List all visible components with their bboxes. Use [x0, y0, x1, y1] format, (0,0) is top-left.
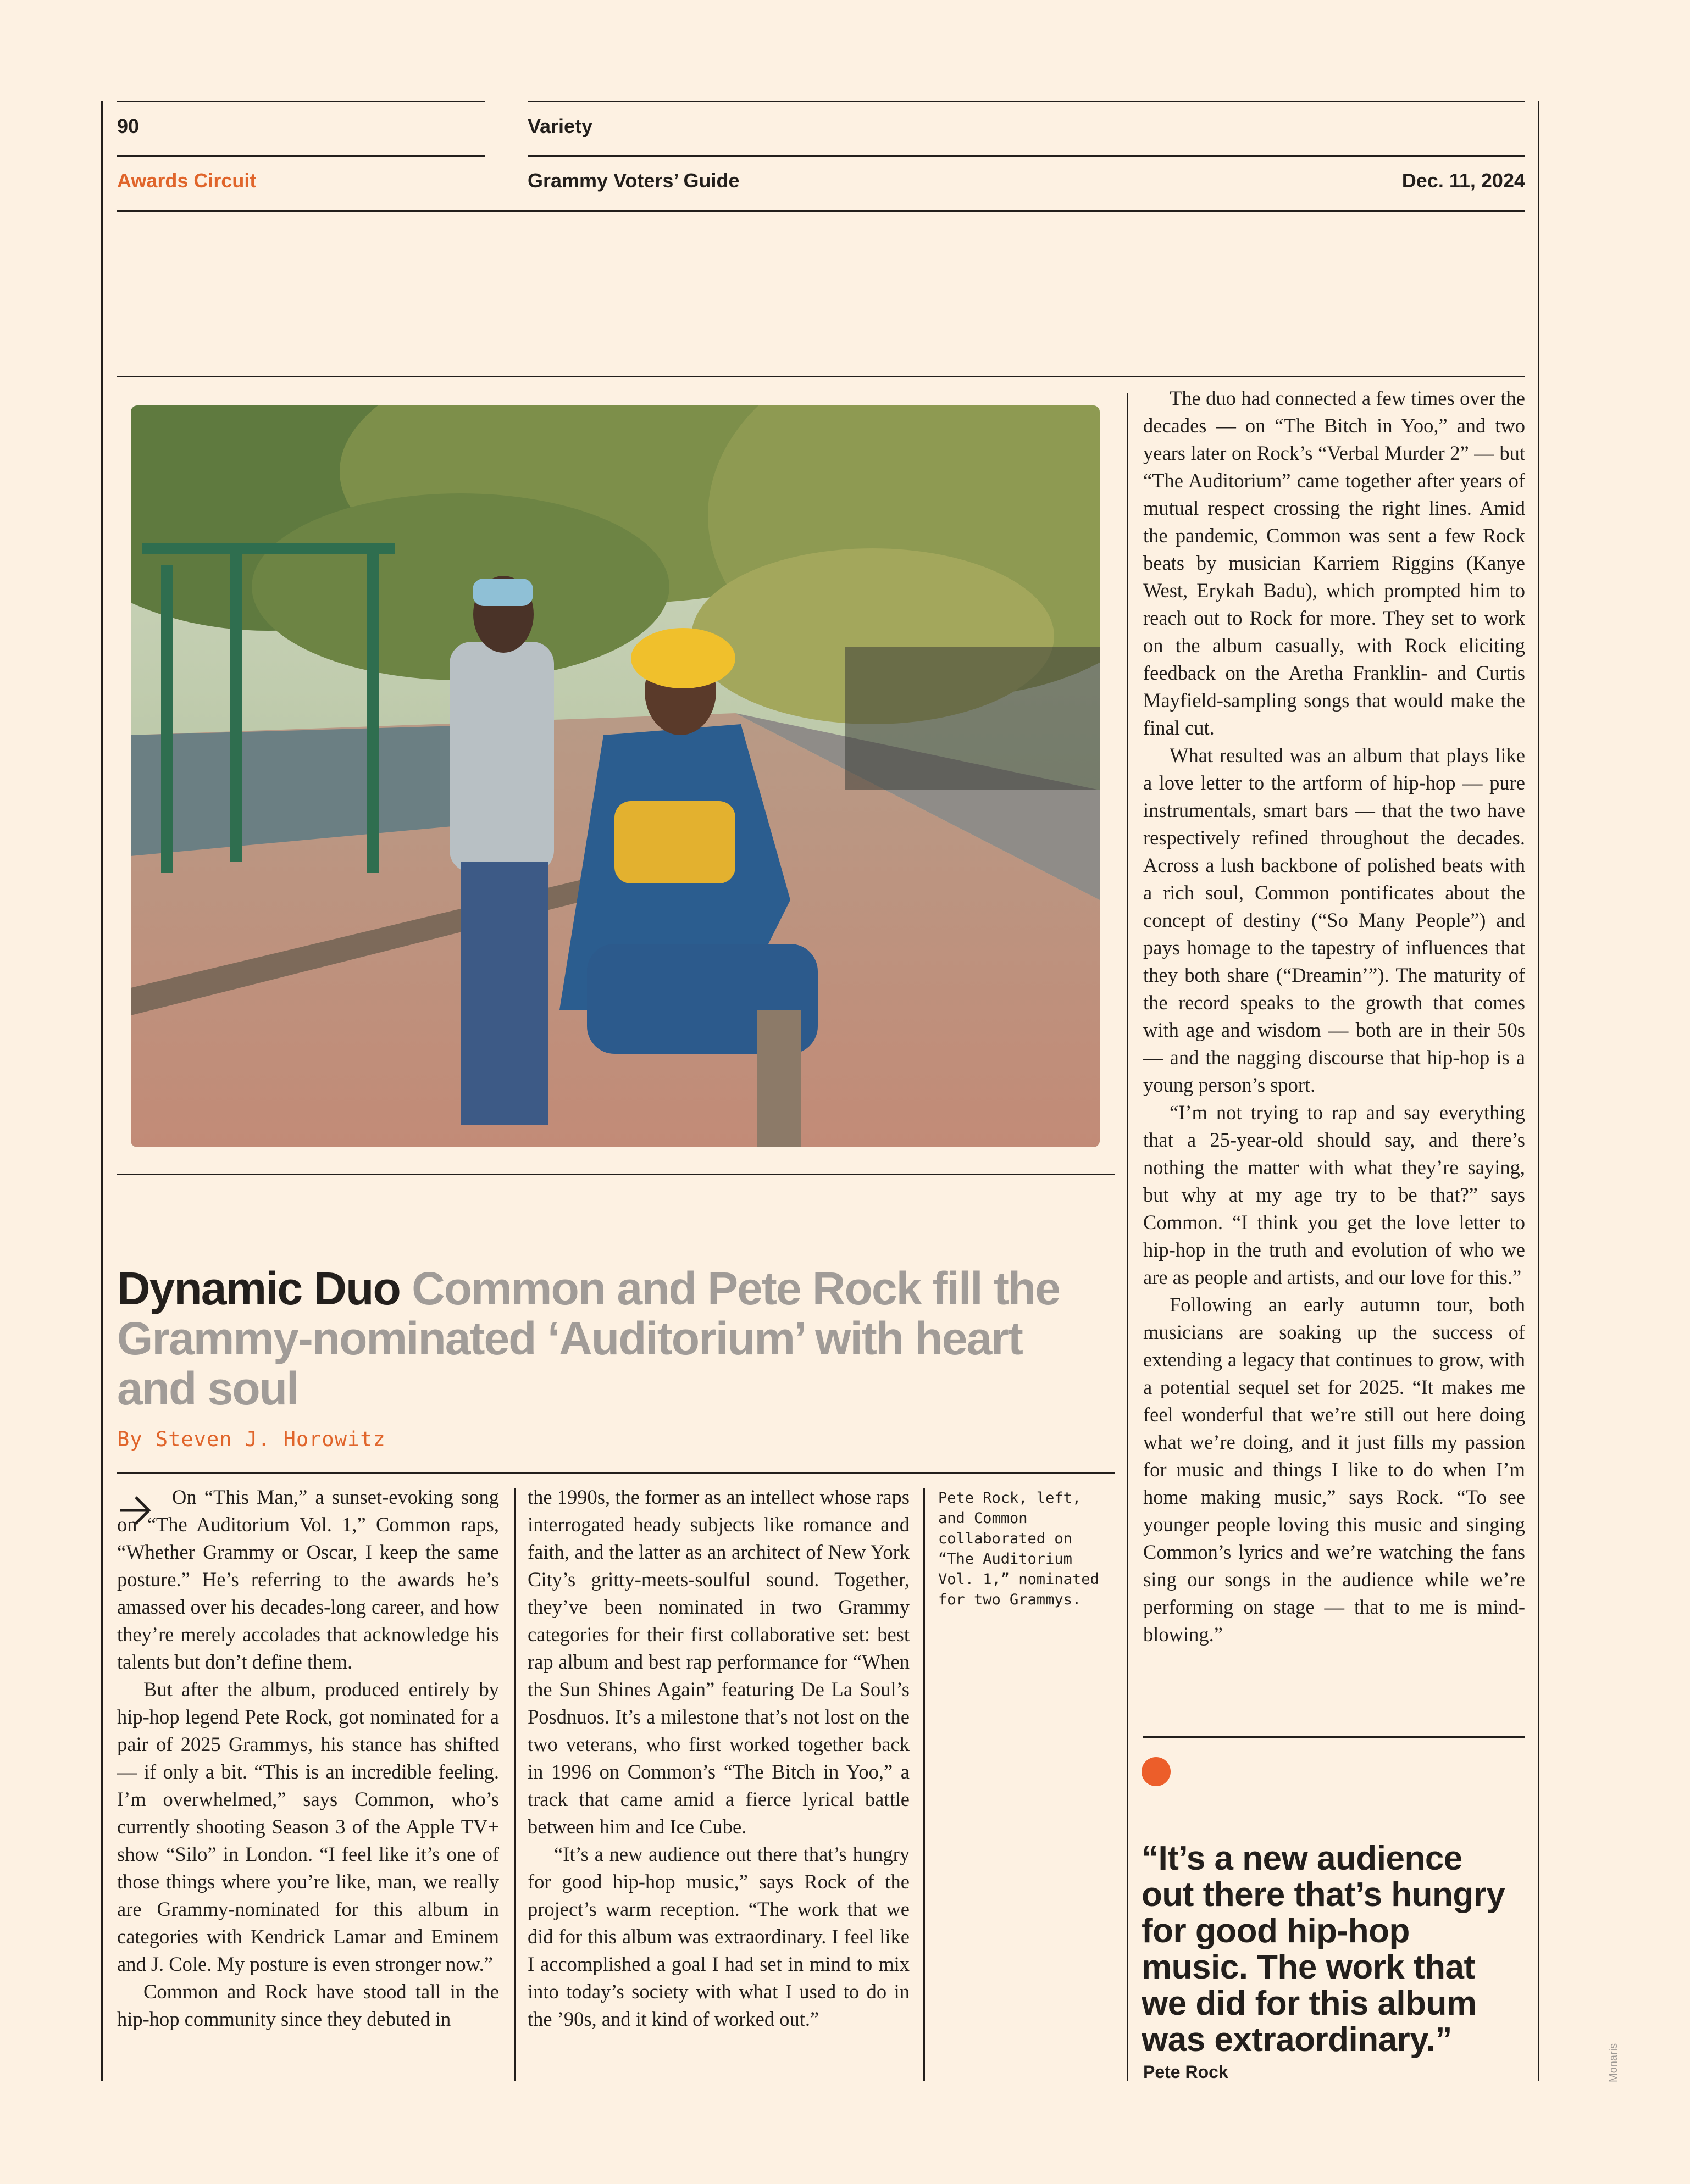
section-label: Awards Circuit — [117, 169, 257, 192]
header-rule-top-right — [528, 101, 1525, 102]
left-margin-rule — [101, 101, 103, 2081]
header-rule-top-left — [117, 101, 485, 102]
body-paragraph: Common and Rock have stood tall in the hip-hop community since they debuted in — [117, 1980, 499, 2030]
body-paragraph: What resulted was an album that plays like a love letter to the artform of hip-hop — pure instrumentals, smart bars — that the two have respectively refined throughout the decades. Across a lush backbone of polished beats with a rich soul, Common pontificates about the concept of destiny (“So Many People”) and pays homage to the tapestry of influences that they both share (“Dreamin’”). The maturity of the record speaks to the growth that comes with age and wisdom — both are in their 50s — and the nagging discourse that hip-hop is a young person’s sport. — [1143, 744, 1525, 1096]
photo-credit: Monaris — [1608, 2043, 1620, 2082]
header-rule-bottom — [117, 210, 1525, 212]
body-paragraph: Following an early autumn tour, both musicians are soaking up the success of extending a legacy that continues to grow, with a potential sequel set for 2025. “It makes me feel wonderful that we’re still out here doing what we’re doing, and it just fills my passion for music and things I like to do when I’m home making music,” says Rock. “To see younger people loving this music and singing Common’s lyrics and we’re watching the fans sing our songs in the audience while we’re performing on stage — that to me is mind-blowing.” — [1143, 1293, 1525, 1646]
publication-name: Variety — [528, 115, 593, 137]
header-rule-mid-left — [117, 155, 485, 157]
pull-quote-top-rule — [1143, 1736, 1525, 1738]
body-top-rule — [117, 1472, 1115, 1474]
issue-date: Dec. 11, 2024 — [1401, 169, 1525, 192]
accent-dot-icon — [1142, 1757, 1171, 1786]
body-column-1 — [117, 1483, 499, 2033]
headline-deck: Common and Pete Rock fill the Grammy-nominated ‘Auditorium’ with heart and soul — [117, 1263, 1060, 1414]
pull-quote-attribution: Pete Rock — [1143, 2062, 1228, 2082]
header-rule-mid-right — [528, 155, 1525, 157]
body-column-3 — [1143, 385, 1525, 1648]
body-column-2 — [528, 1483, 910, 2033]
photo-bottom-rule — [117, 1174, 1115, 1175]
body-paragraph: But after the album, produced entirely by hip-hop legend Pete Rock, got nominated for a pair of 2025 Grammys, his stance has shifted — if only a bit. “This is an incredible feeling. I’m overwhelmed,” says Common, who’s currently shooting Season 3 of the Apple TV+ show “Silo” in London. “I feel like it’s one of those things where you’re like, man, we really are Grammy-nominated for this album in categories with Kendrick Lamar and Eminem and J. Cole. My posture is even stronger now.” — [117, 1678, 499, 1975]
body-paragraph: The duo had connected a few times over the decades — on “The Bitch in Yoo,” and two years later on Rock’s “Verbal Murder 2” — but “The Auditorium” came together after years of mutual respect crossing the right lines. Amid the pandemic, Common was sent a few Rock beats by musician Karriem Riggins (Kanye West, Erykah Badu), which prompted him to reach out to Rock for more. They set to work on the album casually, with Rock eliciting feedback on the Aretha Franklin- and Curtis Mayfield-sampling songs that would make the final cut. — [1143, 387, 1525, 739]
column-divider-1 — [514, 1488, 516, 2081]
right-margin-rule — [1538, 101, 1539, 2081]
body-paragraph: the 1990s, the former as an intellect whose raps interrogated heady subjects like romance and faith, and the latter as an architect of New York City’s gritty-meets-soulful sound. Together, they’ve been nominated in two Grammy categories for their first collaborative set: best rap album and best rap performance for “When the Sun Shines Again” featuring De La Soul’s Posdnuos. It’s a milestone that’s not lost on the two veterans, who first worked together back in 1996 on Common’s “The Bitch in Yoo,” a track that came amid a fierce lyrical battle between him and Ice Cube. — [528, 1486, 910, 1838]
body-paragraph: On “This Man,” a sunset-evoking song on “The Auditorium Vol. 1,” Common raps, “Whether Grammy or Oscar, I keep the same posture.” He’s referring to the awards he’s amassed over his decades-long career, and how they’re merely accolades that acknowledge his talents but don’t define them. — [117, 1486, 499, 1673]
pull-quote: “It’s a new audience out there that’s hungry for good hip-hop music. The work that we did for this album was extraordinary.” — [1142, 1840, 1505, 2059]
body-paragraph: “I’m not trying to rap and say everything that a 25-year-old should say, and there’s nothing the matter with what they’re saying, but why at my age try to be that?” says Common. “I think you get the love letter to hip-hop in the truth and evolution of who we are as people and artists, and our love for this.” — [1143, 1101, 1525, 1288]
content-top-rule — [117, 376, 1525, 377]
byline: By Steven J. Horowitz — [117, 1427, 386, 1451]
article-photo — [131, 405, 1100, 1147]
headline — [117, 1264, 1084, 1414]
column-divider-2 — [923, 1488, 925, 2081]
photo-caption: Pete Rock, left, and Common collaborated on “The Auditorium Vol. 1,” nominated for two Grammys. — [938, 1490, 1099, 1608]
issue-title: Grammy Voters’ Guide — [528, 169, 740, 192]
right-column-divider — [1127, 393, 1128, 2081]
page-number: 90 — [117, 115, 140, 137]
headline-kicker: Dynamic Duo — [117, 1263, 400, 1314]
body-paragraph: “It’s a new audience out there that’s hungry for good hip-hop music,” says Rock of the project’s warm reception. “The work that we did for this album was extraordinary. I feel like I accomplished a goal I had set in mind to mix into today’s society with what I used to do in the ’90s, and it kind of worked out.” — [528, 1843, 910, 2030]
